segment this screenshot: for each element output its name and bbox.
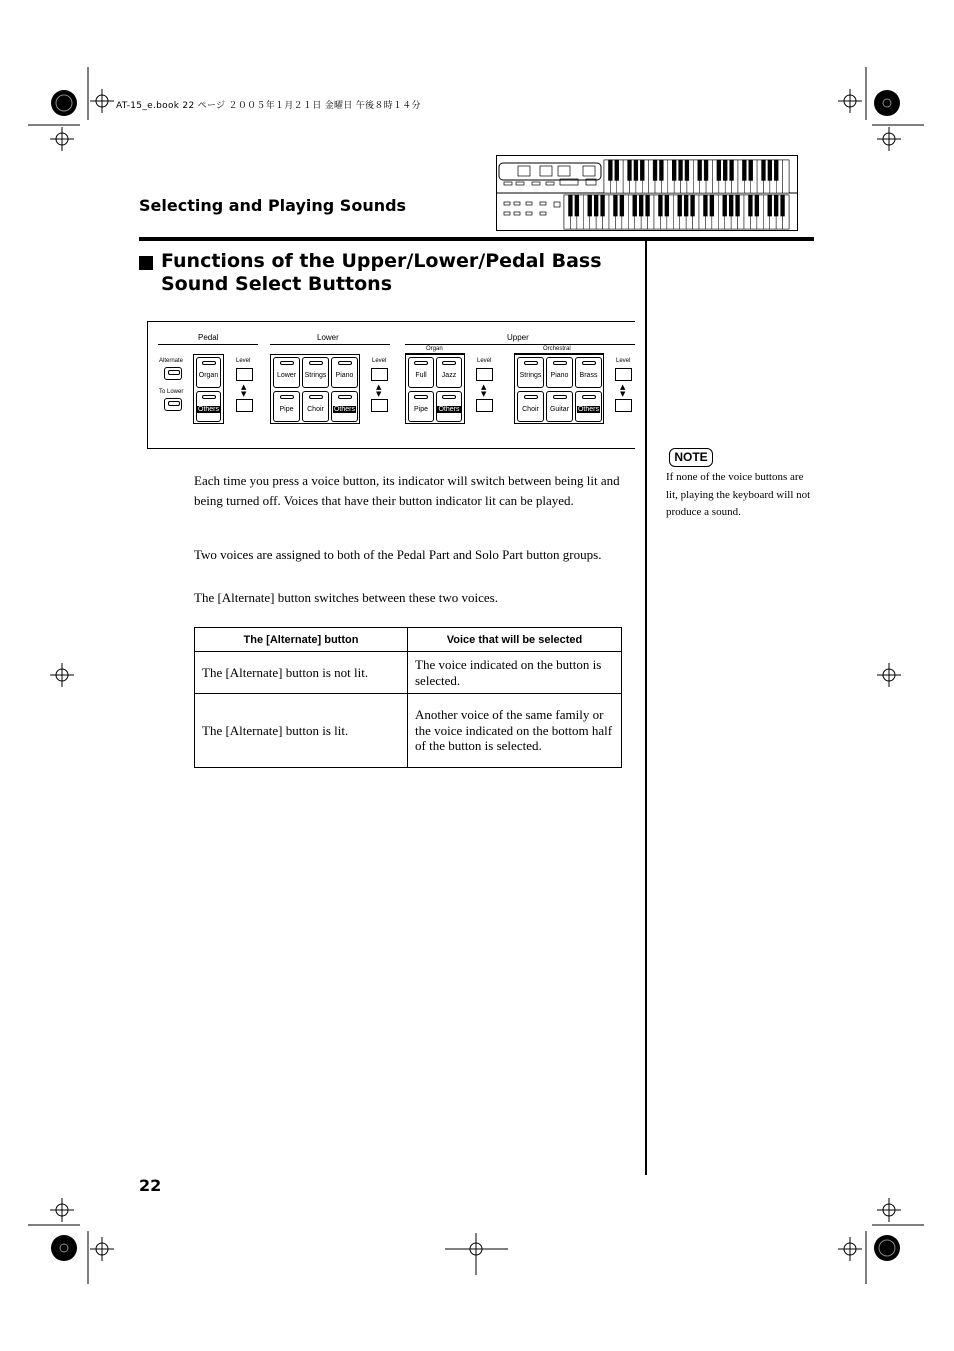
black-key (730, 160, 734, 180)
black-key (749, 160, 753, 180)
organ-keyboard-illustration (496, 155, 799, 232)
print-header: AT-15_e.book 22 ページ ２００５年１月２１日 金曜日 午後８時１４分 (116, 101, 421, 111)
lower-label: Lower (317, 333, 339, 342)
table-header-row (195, 628, 622, 652)
black-key (640, 160, 644, 180)
black-key (729, 195, 733, 216)
lower-piano-button[interactable]: Piano (331, 357, 358, 388)
lower-strings-button[interactable]: Strings (302, 357, 329, 388)
upper-orchestral-label: Orchestral (543, 346, 571, 352)
black-key (575, 195, 579, 216)
lower-level-down-button[interactable] (371, 399, 388, 412)
header-rule (139, 237, 814, 241)
pedal-level-up-button[interactable] (236, 368, 253, 381)
pedal-level-label: Level (236, 358, 251, 364)
table-row (195, 652, 622, 694)
lower-choir-button[interactable]: Choir (302, 391, 329, 422)
black-key (569, 195, 573, 216)
orchestral-level-up-button[interactable] (615, 368, 632, 381)
upper-piano-button[interactable]: Piano (546, 357, 573, 388)
paragraph-alternate: The [Alternate] button switches between these two voices. (194, 590, 498, 605)
black-key (672, 160, 676, 180)
black-key (723, 160, 727, 180)
black-key (736, 195, 740, 216)
lower-lower-button[interactable]: Lower (273, 357, 300, 388)
paragraph-two-voices: Two voices are assigned to both of the Pedal Part and Solo Part button groups. (194, 547, 602, 562)
paragraph-voice-indicator: Each time you press a voice button, its indicator will switch between being lit and being turned off. Voices that have their button indicator lit can be played. (194, 473, 620, 508)
black-key (634, 160, 638, 180)
black-key (653, 160, 657, 180)
black-key (774, 195, 778, 216)
level-arrow-icon: ▲ ▼ (376, 383, 382, 398)
table-row (195, 694, 622, 768)
level-arrow-icon: ▲ ▼ (241, 383, 247, 398)
lower-voice-group (270, 354, 360, 424)
orchestral-level-label: Level (616, 358, 631, 364)
page-heading: Functions of the Upper/Lower/Pedal Bass Sound Select Buttons (161, 250, 602, 295)
to-lower-button[interactable] (164, 398, 182, 411)
pedal-group-line (158, 344, 258, 345)
black-key (768, 195, 772, 216)
black-key (704, 195, 708, 216)
black-key (679, 160, 683, 180)
table-cell: Another voice of the same family or the voice indicated on the bottom half of the button is selected. (408, 694, 622, 768)
alternate-button[interactable] (164, 367, 182, 380)
upper-choir-button[interactable]: Choir (517, 391, 544, 422)
column-divider (645, 241, 647, 1175)
lower-level-up-button[interactable] (371, 368, 388, 381)
upper-orchestral-others-button[interactable]: Others (575, 391, 602, 422)
upper-pipe-button[interactable]: Pipe (408, 391, 434, 422)
black-key (742, 160, 746, 180)
upper-jazz-button[interactable]: Jazz (436, 357, 462, 388)
black-key (691, 195, 695, 216)
pedal-level-down-button[interactable] (236, 399, 253, 412)
black-key (749, 195, 753, 216)
upper-organ-others-button[interactable]: Others (436, 391, 462, 422)
lower-others-button[interactable]: Others (331, 391, 358, 422)
organ-level-label: Level (477, 358, 492, 364)
orchestral-level-down-button[interactable] (615, 399, 632, 412)
black-key (615, 160, 619, 180)
pedal-voice-group (193, 354, 224, 424)
upper-brass-button[interactable]: Brass (575, 357, 602, 388)
upper-guitar-button[interactable]: Guitar (546, 391, 573, 422)
black-key (628, 160, 632, 180)
black-key (678, 195, 682, 216)
pedal-label: Pedal (198, 333, 219, 342)
black-key (710, 195, 714, 216)
table-cell: The voice indicated on the button is selected. (408, 652, 622, 694)
black-key (659, 195, 663, 216)
level-arrow-icon: ▲ ▼ (620, 383, 626, 398)
pedal-others-button[interactable]: Others (196, 391, 221, 422)
black-key (639, 195, 643, 216)
black-key (665, 195, 669, 216)
black-key (614, 195, 618, 216)
organ-level-up-button[interactable] (476, 368, 493, 381)
section-title: Selecting and Playing Sounds (139, 196, 407, 215)
alternate-button-table (194, 627, 622, 768)
note-text: If none of the voice buttons are lit, playing the keyboard will not produce a sound. (666, 471, 811, 518)
black-key (762, 160, 766, 180)
upper-organ-voice-group (405, 354, 465, 424)
black-key (723, 195, 727, 216)
lower-level-label: Level (372, 358, 387, 364)
white-key (783, 160, 789, 193)
black-key (717, 160, 721, 180)
lower-pipe-button[interactable]: Pipe (273, 391, 300, 422)
black-key (704, 160, 708, 180)
black-key (685, 160, 689, 180)
black-key (684, 195, 688, 216)
black-key (698, 160, 702, 180)
black-key (755, 195, 759, 216)
black-key (588, 195, 592, 216)
black-key (594, 195, 598, 216)
upper-label: Upper (507, 333, 529, 342)
to-lower-label: To Lower (159, 389, 184, 395)
table-cell: The [Alternate] button is lit. (195, 694, 408, 768)
black-key (633, 195, 637, 216)
pedal-organ-button[interactable]: Organ (196, 357, 221, 388)
page-number: 22 (139, 1176, 162, 1195)
upper-orchestral-voice-group (514, 354, 604, 424)
upper-organ-label: Organ (426, 346, 443, 352)
black-key (601, 195, 605, 216)
organ-level-down-button[interactable] (476, 399, 493, 412)
black-key (781, 195, 785, 216)
sound-select-panel-illustration (147, 321, 635, 449)
black-key (660, 160, 664, 180)
heading-square-icon (139, 256, 153, 270)
black-key (768, 160, 772, 180)
table-cell: The [Alternate] button is not lit. (195, 652, 408, 694)
table-header-cell: The [Alternate] button (195, 628, 408, 652)
black-key (646, 195, 650, 216)
black-key (774, 160, 778, 180)
level-arrow-icon: ▲ ▼ (481, 383, 487, 398)
upper-full-button[interactable]: Full (408, 357, 434, 388)
black-key (608, 160, 612, 180)
note-badge: NOTE (669, 448, 713, 467)
black-key (620, 195, 624, 216)
upper-group-line (405, 344, 635, 345)
alternate-label: Alternate (159, 358, 184, 364)
upper-strings-button[interactable]: Strings (517, 357, 544, 388)
table-header-cell: Voice that will be selected (408, 628, 622, 652)
lower-group-line (270, 344, 390, 345)
